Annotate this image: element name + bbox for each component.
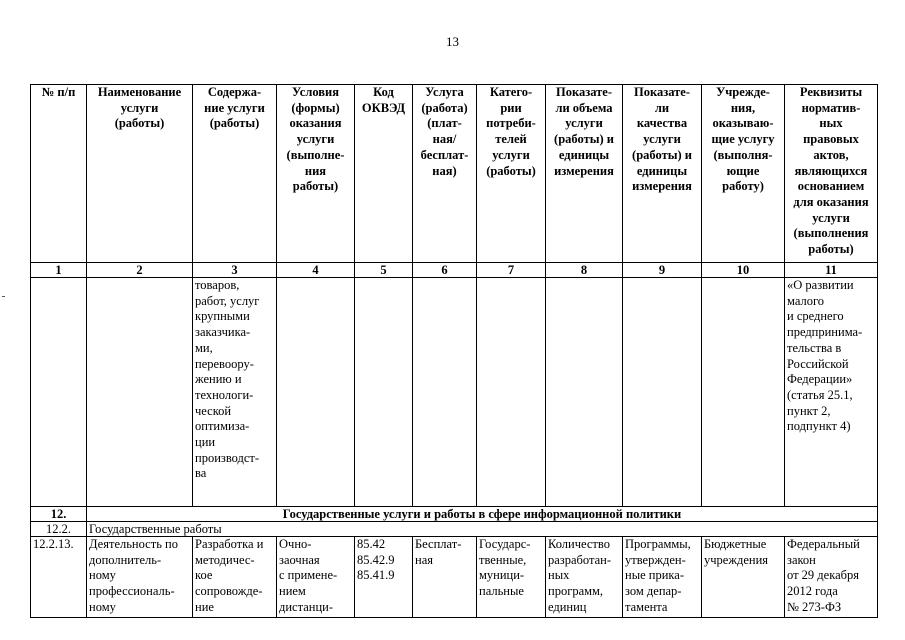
- column-number: 9: [623, 263, 702, 278]
- header-cell-conditions: Условия (формы) оказания услуги (выполне- ния работы): [277, 85, 355, 263]
- continuation-content-cell: товаров, работ, услуг крупными заказчика- ми, перевоору- жению и технологи- ческой оптимиза- ции производст- ва: [193, 278, 277, 507]
- table-cell: [355, 278, 413, 507]
- header-cell-categories: Катего- рии потреби- телей услуги (работы): [477, 85, 546, 263]
- item-content: Разработка и методичес- кое сопровожде- ние: [193, 537, 277, 618]
- table-cell: [31, 278, 87, 507]
- column-number: 3: [193, 263, 277, 278]
- item-categories: Государс- твенные, муници- пальные: [477, 537, 546, 618]
- header-cell-okved: Код ОКВЭД: [355, 85, 413, 263]
- item-number: 12.2.13.: [31, 537, 87, 618]
- column-number: 10: [702, 263, 785, 278]
- item-okved: 85.42 85.42.9 85.41.9: [355, 537, 413, 618]
- column-number: 11: [785, 263, 878, 278]
- section-row: [31, 507, 878, 522]
- subsection-row: [31, 522, 878, 537]
- section-title: Государственные услуги и работы в сфере информационной политики: [87, 507, 878, 522]
- header-cell-legal: Реквизиты норматив- ных правовых актов, являющихся основанием для оказания услуги (выполнения работы): [785, 85, 878, 263]
- section-number: 12.: [31, 507, 87, 522]
- column-number: 1: [31, 263, 87, 278]
- subsection-title: Государственные работы: [87, 522, 878, 537]
- column-number: 2: [87, 263, 193, 278]
- item-volume: Количество разработан- ных программ, единиц: [546, 537, 623, 618]
- table-cell: [87, 278, 193, 507]
- header-cell-content: Содержа- ние услуги (работы): [193, 85, 277, 263]
- item-paid: Бесплат- ная: [413, 537, 477, 618]
- column-number: 6: [413, 263, 477, 278]
- header-row: [31, 85, 878, 263]
- page-number: 13: [446, 34, 459, 49]
- item-quality: Программы, утвержден- ные прика- зом депар- тамента: [623, 537, 702, 618]
- header-cell-number: № п/п: [31, 85, 87, 263]
- services-table: [30, 84, 878, 618]
- table-row: [31, 537, 878, 618]
- item-name: Деятельность по дополнитель- ному профессиональ- ному: [87, 537, 193, 618]
- column-number: 4: [277, 263, 355, 278]
- header-cell-volume: Показате- ли объема услуги (работы) и единицы измерения: [546, 85, 623, 263]
- header-cell-name: Наименование услуги (работы): [87, 85, 193, 263]
- item-institutions: Бюджетные учреждения: [702, 537, 785, 618]
- column-number: 7: [477, 263, 546, 278]
- margin-mark: [2, 296, 5, 297]
- table-cell: [623, 278, 702, 507]
- continuation-legal-cell: «О развитии малого и среднего предпринима- тельства в Российской Федерации» (статья 25.1, пункт 2, подпункт 4): [785, 278, 878, 507]
- column-number: 8: [546, 263, 623, 278]
- continuation-row: [31, 278, 878, 507]
- table-cell: [702, 278, 785, 507]
- header-cell-quality: Показате- ли качества услуги (работы) и единицы измерения: [623, 85, 702, 263]
- item-legal: Федеральный закон от 29 декабря 2012 года № 273-ФЗ: [785, 537, 878, 618]
- table-cell: [413, 278, 477, 507]
- table-cell: [546, 278, 623, 507]
- header-cell-institutions: Учрежде- ния, оказываю- щие услугу (выполня- ющие работу): [702, 85, 785, 263]
- column-number-row: [31, 263, 878, 278]
- table-cell: [277, 278, 355, 507]
- item-conditions: Очно- заочная с примене- нием дистанци-: [277, 537, 355, 618]
- table-cell: [477, 278, 546, 507]
- subsection-number: 12.2.: [31, 522, 87, 537]
- column-number: 5: [355, 263, 413, 278]
- header-cell-paid: Услуга (работа) (плат- ная/ бесплат- ная): [413, 85, 477, 263]
